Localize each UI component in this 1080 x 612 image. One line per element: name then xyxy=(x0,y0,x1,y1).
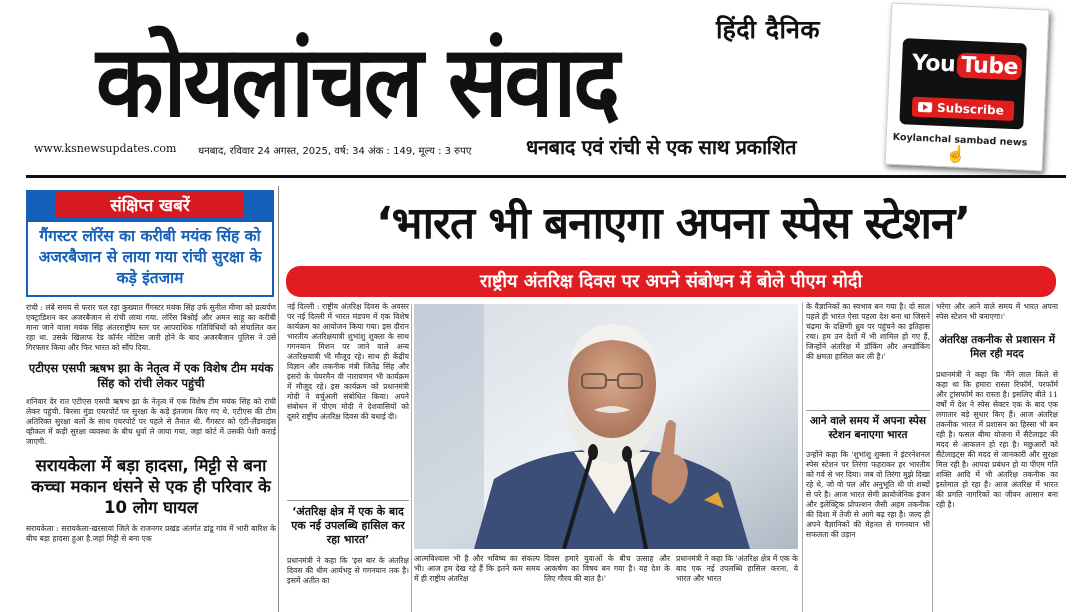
column-rule xyxy=(411,304,412,612)
hand-cursor-icon: ☝ xyxy=(945,144,967,165)
newspaper-title: कोयलांचल संवाद xyxy=(96,23,617,140)
story-column-4: भरेगा और आने वाले समय में भारत अपना स्पेस स्टेशन भी बनाएगा।' xyxy=(936,302,1058,321)
brief-headline-1[interactable]: गैंगस्टर लॉरेंस का करीबी मयंक सिंह को अजरबैजान से लाया गया रांची सुरक्षा के कड़े इंतजाम xyxy=(28,222,272,295)
sub-heading-space-station: आने वाले समय में अपना स्पेस स्टेशन बनाएगा भारत xyxy=(806,410,930,442)
publication-cities: धनबाद एवं रांची से एक साथ प्रकाशित xyxy=(526,135,797,159)
story-below-photo-2: दिवस हमारे युवाओं के बीच उत्साह और आकर्षण का विषय बन गया है। यह देश के लिए गौरव की बात है।' xyxy=(544,554,670,583)
youtube-tube: Tube xyxy=(957,53,1023,81)
daily-tagline: हिंदी दैनिक xyxy=(716,15,821,44)
youtube-subscribe-badge[interactable] xyxy=(885,3,1050,172)
story-column-3: के वैज्ञानिकों का स्वभाव बन गया है। दो साल पहले ही भारत ऐसा पहला देश बना था जिसने चंद्रमा के दक्षिणी ध्रुव पर पहुंचने का इतिहास रचा। हम उन देशों में भी शामिल हो गए हैं, जिन्होंने अंतरिक्ष में डॉकिंग और अनडॉकिंग की क्षमता हासिल कर ली है।' xyxy=(806,302,930,361)
pm-modi-photo xyxy=(414,304,798,549)
brief-box xyxy=(26,190,274,297)
youtube-channel-name: Koylanchal sambad news xyxy=(892,131,1028,149)
brief-headline-3[interactable]: सरायकेला में बड़ा हादसा, मिट्टी से बना कच्चा मकान धंसने से एक ही परिवार के 10 लोग घायल xyxy=(31,456,271,517)
story-column-1-lower: प्रधानमंत्री ने कहा कि 'इस बार के अंतरिक्ष दिवस की थीम आर्यभट्ट से गगनयान तक है। इसमें अतीत का xyxy=(287,556,409,585)
story-below-photo-1: आत्मविश्वास भी है और भविष्य का संकल्प भी। आज हम देख रहे हैं कि इतने कम समय में ही राष्ट्रीय अंतरिक्ष xyxy=(414,554,540,583)
story-column-4-lower: प्रधानमंत्री ने कहा कि 'मैंने लाल किले से कहा था कि हमारा रास्ता रिफॉर्म, परफॉर्म और ट्रांसफॉर्म का रास्ता है। इसलिए बीते 11 वर्षों में देश ने स्पेस सेक्टर एक के बाद एक लगातार बड़े सुधार किए हैं। आज अंतरिक्ष तकनीक भारत में प्रशासन का हिस्सा भी बन रही है। फसल बीमा योजना में सैटेलाइट की मदद से आकलन हो रहा है। मछुआरों को सैटेलाइट्स की मदद से जानकारी और सुरक्षा मिल रही है। आपदा प्रबंधन हो या पीएम गति शक्ति आदि में भी अंतरिक्ष तकनीक का इस्तेमाल हो रहा है। आज अंतरिक्ष में भारत की प्रगति नागरिकों का जीवन आसान बना रही है। xyxy=(936,370,1058,509)
story-column-3-lower: उन्होंने कहा कि 'शुभांशु शुक्ला ने इंटरनेशनल स्पेस स्टेशन पर तिरंगा फहराकर हर भारतीय को गर्व से भर दिया। जब वो तिरंगा मुझे दिखा रहे थे, जो वो पल और अनुभूति थी वो शब्दों से परे है। आज भारत सेमी क्रायोजेनिक इंजन और इलेक्ट्रिक प्रोपल्शन जैसी अहम तकनीक की दिशा में तेजी से आगे बढ़ रहा है। जल्द ही अपने वैज्ञानिकों की मेहनत से गगनयान भी सफलता की उड़ान xyxy=(806,450,930,539)
main-headline[interactable]: ‘भारत भी बनाएगा अपना स्पेस स्टेशन’ xyxy=(375,198,971,249)
brief-body-2: शनिवार देर रात एटीएस एसपी ऋषभ झा के नेतृत्व में एक विशेष टीम मयंक सिंह को रांची लेकर पहुंची. बिरसा मुंडा एयरपोर्ट पर सुरक्षा के कड़े इंतजाम किए गए थे. एटीएस की टीम अतिरिक्त सुरक्षा बलों के साथ एयरपोर्ट पर पहले से तैनात थी. गैंगस्टर को एंटी-लैंडमाइंस व्हीकल में कड़ी सुरक्षा व्यवस्था के बीच धुर्वा ले जाया गया, जहां कोर्ट में उसकी पेशी कराई जाएगी. xyxy=(26,397,276,446)
sub-headline-banner: राष्ट्रीय अंतरिक्ष दिवस पर अपने संबोधन में बोले पीएम मोदी xyxy=(286,266,1056,297)
column-divider xyxy=(278,186,279,612)
subscribe-label: Subscribe xyxy=(936,100,1005,118)
sub-heading-governance: अंतरिक्ष तकनीक से प्रशासन में मिल रही मदद xyxy=(939,334,1055,360)
subscribe-button[interactable] xyxy=(912,97,1015,121)
pull-quote: ‘अंतरिक्ष क्षेत्र में एक के बाद एक नई उपलब्धि हासिल कर रहा भारत’ xyxy=(287,500,409,547)
website-link[interactable]: www.ksnewsupdates.com xyxy=(34,142,177,155)
news-briefs-column xyxy=(26,190,276,612)
masthead-rule xyxy=(26,175,1066,178)
play-icon xyxy=(918,102,932,113)
brief-headline-2[interactable]: एटीएस एसपी ऋषभ झा के नेतृत्व में एक विशेष टीम मयंक सिंह को रांची लेकर पहुंची xyxy=(28,361,274,390)
story-column-1: नई दिल्ली : राष्ट्रीय अंतरिक्ष दिवस के अवसर पर नई दिल्ली में भारत मंडपम में एक विशेष कार्यक्रम का आयोजन किया गया। इस दौरान भारतीय अंतरिक्षयात्री शुभांशु शुक्ला के साथ गगनयान मिशन पर जाने वाले अन्य अंतरिक्षयात्री भी मौजूद रहे। साथ ही केंद्रीय विज्ञान और तकनीक मंत्री जितेंद्र सिंह और इसरो के चेयरमैन वी नारायणन भी कार्यक्रम में मौजूद रहे। इस कार्यक्रम को प्रधानमंत्री मोदी ने वर्चुअली संबोधित किया। अपने संबोधन में पीएम मोदी ने देशवासियों को दूसरे राष्ट्रीय अंतरिक्ष दिवस की बधाई दी। xyxy=(287,302,409,421)
dateline: धनबाद, रविवार 24 अगस्त, 2025, वर्ष: 34 अंक : 149, मूल्य : 3 रुपए xyxy=(198,146,472,157)
youtube-logo xyxy=(899,38,1027,129)
story-below-photo-3: प्रधानमंत्री ने कहा कि 'अंतरिक्ष क्षेत्र में एक के बाद एक नई उपलब्धि हासिल करना, ये भारत और भारत xyxy=(676,554,798,583)
portrait-illustration xyxy=(414,304,798,549)
briefs-label: संक्षिप्त खबरें xyxy=(56,192,244,218)
youtube-wordmark xyxy=(911,51,1022,81)
brief-body-3: सरायकेला : सरायकेला-खरसावां जिले के राजनगर प्रखंड अंतर्गत डांडू गांव में भारी बारिश के बीच बड़ा हादसा हुआ है.जहां मिट्टी से बना एक xyxy=(26,524,276,543)
brief-body-1: रांची : लंबे समय से फरार चल रहा कुख्यात गैंगस्टर मयंक सिंह उर्फ सुनील मीणा को प्रत्यर्पण एक्ट्राडिशन कर अजरबैजान से रांची लाया गया. लॉरेंस बिश्नोई और अमन साहू का करीबी माना जाने वाला मयंक सिंह अंतरराष्ट्रीय स्तर पर आपराधिक गतिविधियों को संचालित कर रहा था. उसके खिलाफ रेड कॉर्नर नोटिस जारी होने के बाद अजरबैजान पुलिस ने उसे गिरफ्तार किया और फिर भारत को सौंप दिया. xyxy=(26,303,276,352)
masthead xyxy=(0,0,1080,172)
youtube-you: You xyxy=(911,50,956,78)
column-rule xyxy=(932,302,933,612)
column-rule xyxy=(802,302,803,612)
